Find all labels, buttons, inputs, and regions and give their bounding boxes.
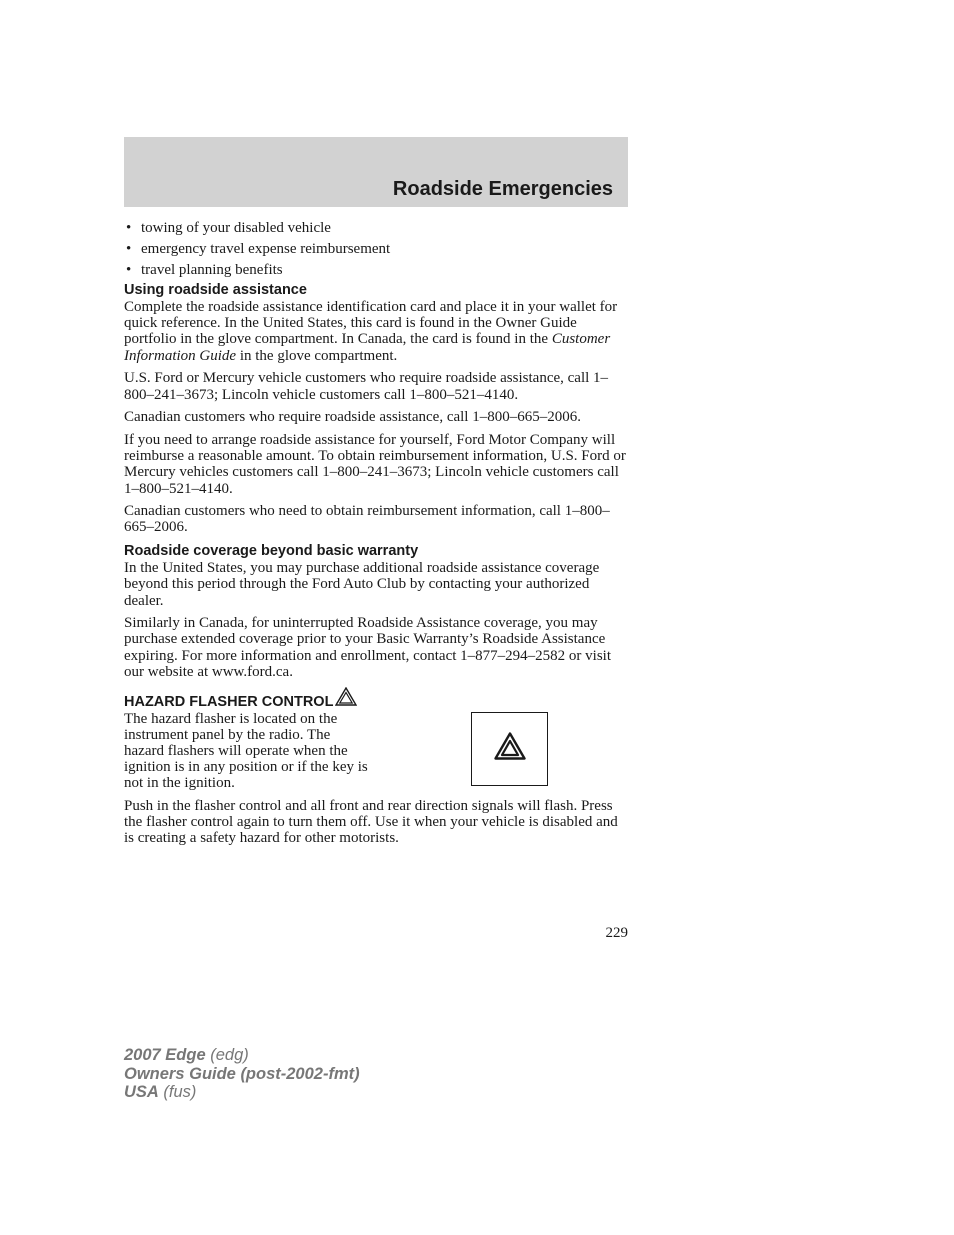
hazard-flasher-button-illustration (471, 712, 548, 786)
list-item: • travel planning benefits (124, 260, 629, 281)
section-title: Roadside Emergencies (392, 178, 613, 200)
document-footer (124, 1046, 360, 1102)
paragraph: Canadian customers who require roadside assistance, call 1–800–665–2006. (124, 409, 581, 426)
hazard-section (124, 711, 629, 792)
paragraph: U.S. Ford or Mercury vehicle customers who require roadside assistance, call 1–800–241–3673; Lincoln vehicle customers call 1–800–521–4140. (124, 370, 609, 403)
footer-line (124, 1083, 360, 1102)
heading-hazard-flasher-control (124, 687, 629, 711)
page-content (124, 218, 629, 853)
paragraph: If you need to arrange roadside assistance for yourself, Ford Motor Company will reimburse a reasonable amount. To obtain reimbursement information, U.S. Ford or Mercury vehicles customers call 1–800–241–3673; Lincoln vehicle customers call 1–800–521–4140. (124, 431, 626, 497)
list-item: • towing of your disabled vehicle (124, 218, 629, 239)
customer-information-guide-title: Customer Information Guide (124, 331, 611, 364)
footer-market: USA (124, 1083, 159, 1101)
footer-market-code: (fus) (158, 1083, 197, 1101)
heading-using-roadside-assistance: Using roadside assistance (124, 282, 307, 298)
paragraph (124, 299, 629, 364)
footer-line (124, 1046, 360, 1065)
paragraph: Push in the flasher control and all front and rear direction signals will flash. Press the flasher control again to turn them off. Use it when your vehicle is disabled and is creating a safety hazard for other motorists. (124, 798, 618, 847)
footer-line (124, 1065, 360, 1084)
warning-triangle-icon (335, 687, 357, 711)
heading-roadside-coverage: Roadside coverage beyond basic warranty (124, 543, 419, 560)
list-item: • emergency travel expense reimbursement (124, 239, 629, 260)
paragraph: Similarly in Canada, for uninterrupted Roadside Assistance coverage, you may purchase extended coverage prior to your Basic Warranty’s Roadside Assistance expiring. For more information and enrollment, contact 1–877–294–2582 or visit our website at www.ford.ca. (124, 615, 611, 680)
benefits-list (124, 218, 629, 281)
paragraph: The hazard flasher is located on the instrument panel by the radio. The hazard flashers will operate when the ignition is in any position or if the key is not in the ignition. (124, 710, 368, 792)
footer-model: 2007 Edge (124, 1046, 206, 1064)
footer-guide: Owners Guide (post-2002-fmt) (124, 1064, 360, 1083)
paragraph-text: in the glove compartment. (236, 347, 398, 364)
hazard-triangle-icon (494, 732, 526, 764)
paragraph-text: Complete the roadside assistance identification card and place it in your wallet for quick reference. In the United States, this card is found in the Owner Guide portfolio in the glove compartment. In Canada, the card is found in the (124, 299, 618, 348)
page-number: 229 (605, 925, 628, 941)
paragraph: Canadian customers who need to obtain reimbursement information, call 1–800–665–2006. (124, 503, 610, 536)
heading-text: HAZARD FLASHER CONTROL (124, 693, 334, 710)
paragraph: In the United States, you may purchase additional roadside assistance coverage beyond this period through the Ford Auto Club by contacting your authorized dealer. (124, 560, 600, 609)
section-header-band (124, 137, 628, 207)
footer-model-code: (edg) (205, 1046, 249, 1064)
